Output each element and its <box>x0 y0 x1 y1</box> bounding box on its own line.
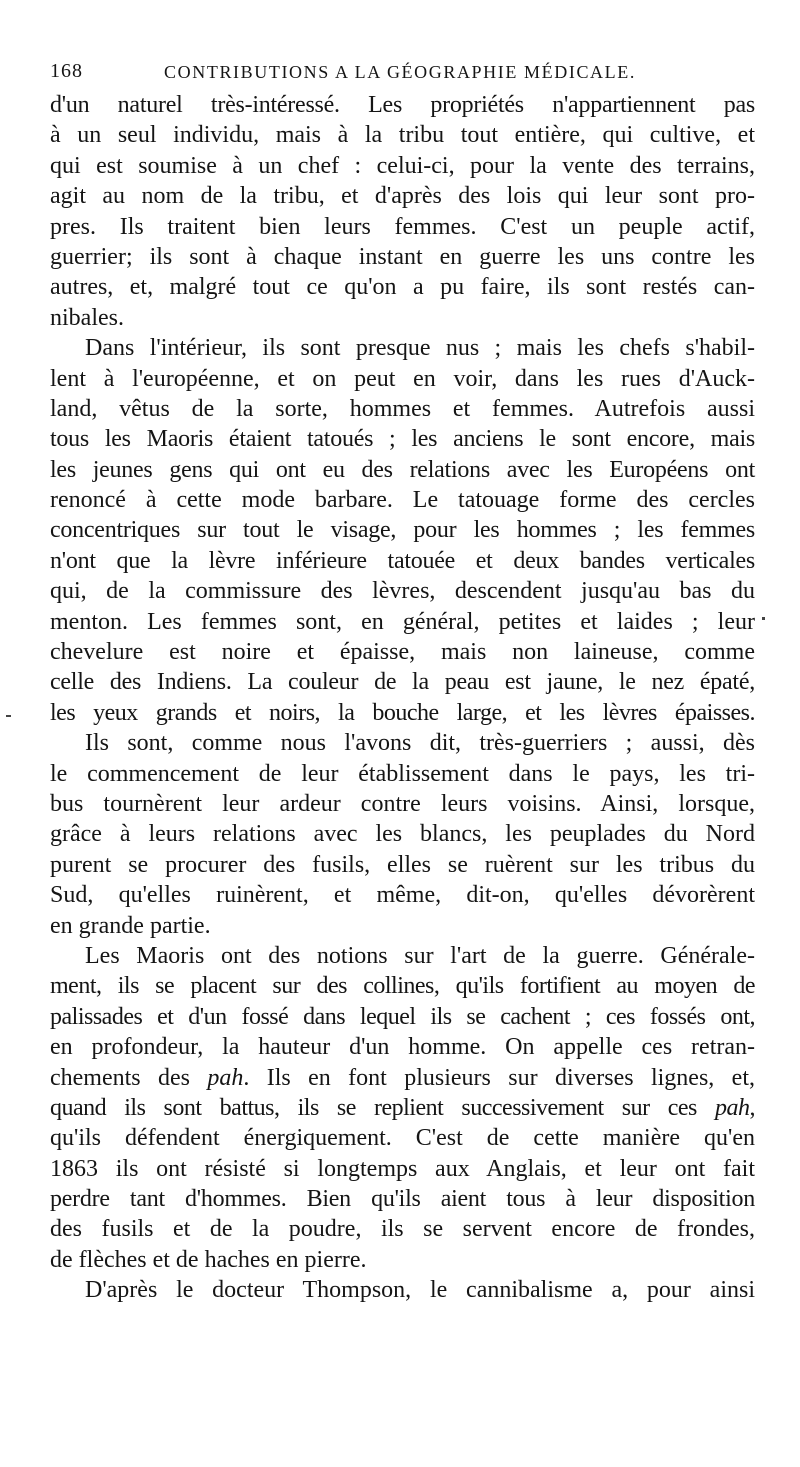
text-run: , <box>749 1094 755 1121</box>
margin-speck <box>762 617 765 620</box>
text-line: tous les Maoris étaient tatoués ; les anciens le sont encore, mais <box>50 426 755 453</box>
text-line: autres, et, malgré tout ce qu'on a pu faire, ils sont restés can- <box>50 274 755 301</box>
paragraph-first-line: Dans l'intérieur, ils sont presque nus ; mais les chefs s'habil- <box>85 335 755 362</box>
text-line: 1863 ils ont résisté si longtemps aux Anglais, et leur ont fait <box>50 1155 755 1182</box>
text-line: ment, ils se placent sur des collines, qu'ils fortifient au moyen de <box>50 973 755 1000</box>
text-line: guerrier; ils sont à chaque instant en guerre les uns contre les <box>50 243 755 270</box>
text-line: les yeux grands et noirs, la bouche large, et les lèvres épaisses. <box>50 699 755 726</box>
paragraph-first-line: D'après le docteur Thompson, le cannibalisme a, pour ainsi <box>85 1277 755 1304</box>
text-run: quand ils sont battus, ils se replient successivement sur ces <box>50 1094 715 1121</box>
text-line: nibales. <box>50 304 124 331</box>
text-line: menton. Les femmes sont, en général, petites et laides ; leur <box>50 608 755 635</box>
text-line: de flèches et de haches en pierre. <box>50 1246 367 1273</box>
text-run: . Ils en font plusieurs sur diverses lignes, et, <box>243 1064 756 1091</box>
text-line: des fusils et de la poudre, ils se servent encore de frondes, <box>50 1216 755 1243</box>
italic-term: pah <box>207 1064 244 1091</box>
text-line: en grande partie. <box>50 912 211 939</box>
italic-term: pah <box>715 1094 750 1121</box>
body-text <box>50 90 755 1306</box>
running-head <box>50 54 755 84</box>
text-line: bus tournèrent leur ardeur contre leurs voisins. Ainsi, lorsque, <box>50 790 755 817</box>
text-line: celle des Indiens. La couleur de la peau est jaune, le nez épaté, <box>50 669 755 696</box>
text-run: chements des <box>50 1064 208 1091</box>
text-line: le commencement de leur établissement dans le pays, les tri- <box>50 760 755 787</box>
margin-speck <box>6 715 11 717</box>
text-line: concentriques sur tout le visage, pour les hommes ; les femmes <box>50 517 755 544</box>
text-line: qui est soumise à un chef : celui-ci, pour la vente des terrains, <box>50 152 755 179</box>
page-number: 168 <box>50 60 83 82</box>
text-line: les jeunes gens qui ont eu des relations avec les Européens ont <box>50 456 755 483</box>
text-line: perdre tant d'hommes. Bien qu'ils aient tous à leur disposition <box>50 1186 755 1213</box>
text-line: land, vêtus de la sorte, hommes et femmes. Autrefois aussi <box>50 395 755 422</box>
paragraph-first-line: Les Maoris ont des notions sur l'art de la guerre. Générale- <box>85 942 755 969</box>
text-line: d'un naturel très-intéressé. Les propriétés n'appartiennent pas <box>50 92 755 118</box>
text-line: purent se procurer des fusils, elles se ruèrent sur les tribus du <box>50 851 755 878</box>
text-line <box>50 1063 755 1093</box>
text-line: palissades et d'un fossé dans lequel ils se cachent ; ces fossés ont, <box>50 1003 755 1030</box>
text-line: pres. Ils traitent bien leurs femmes. C'est un peuple actif, <box>50 213 755 240</box>
text-line: n'ont que la lèvre inférieure tatouée et deux bandes verticales <box>50 547 755 574</box>
running-title: CONTRIBUTIONS A LA GÉOGRAPHIE MÉDICALE. <box>164 62 636 82</box>
text-line <box>50 1093 755 1123</box>
text-line: Sud, qu'elles ruinèrent, et même, dit-on, qu'elles dévorèrent <box>50 882 755 909</box>
paragraph-first-line: Ils sont, comme nous l'avons dit, très-guerriers ; aussi, dès <box>85 730 755 757</box>
text-line: à un seul individu, mais à la tribu tout entière, qui cultive, et <box>50 122 755 149</box>
text-line: chevelure est noire et épaisse, mais non laineuse, comme <box>50 639 755 666</box>
text-line: qui, de la commissure des lèvres, descendent jusqu'au bas du <box>50 578 755 605</box>
text-line: agit au nom de la tribu, et d'après des lois qui leur sont pro- <box>50 183 755 210</box>
text-line: grâce à leurs relations avec les blancs, les peuplades du Nord <box>50 821 755 848</box>
text-line: qu'ils défendent énergiquement. C'est de cette manière qu'en <box>50 1125 755 1152</box>
text-line: en profondeur, la hauteur d'un homme. On appelle ces retran- <box>50 1034 755 1061</box>
text-line: lent à l'européenne, et on peut en voir, dans les rues d'Auck- <box>50 365 755 392</box>
text-line: renoncé à cette mode barbare. Le tatouage forme des cercles <box>50 487 755 514</box>
